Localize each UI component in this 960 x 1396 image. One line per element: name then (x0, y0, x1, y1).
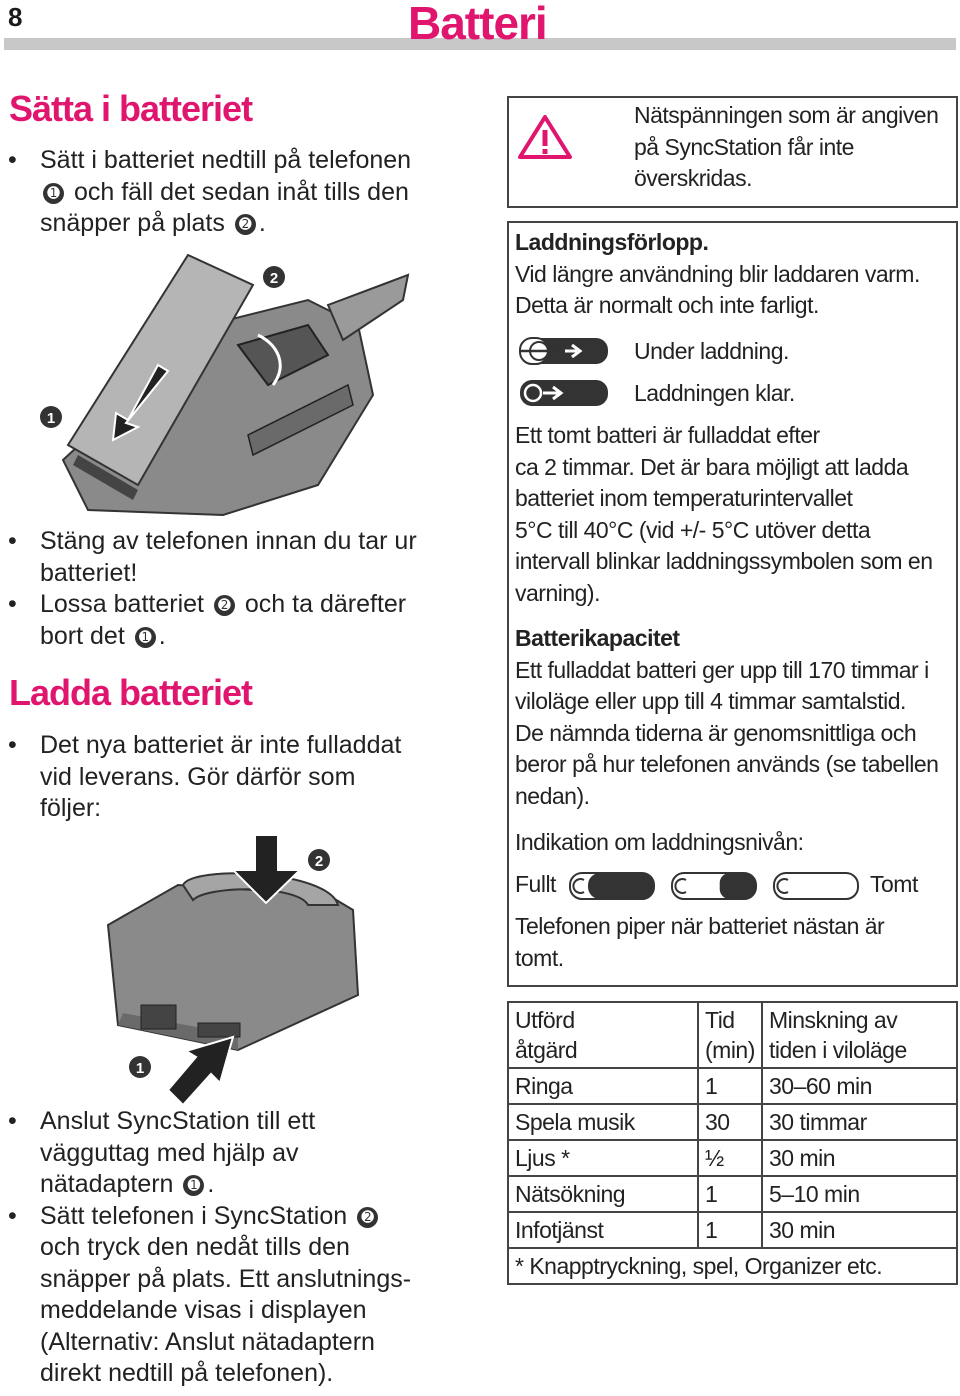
level-empty-label: Tomt (870, 871, 918, 897)
capacity-heading: Batterikapacitet (515, 625, 680, 651)
battery-insert-illustration (8, 245, 478, 530)
battery-level-fill (588, 873, 654, 899)
section-title-charge: Ladda batteriet (9, 672, 253, 713)
battery-level-fill (720, 873, 756, 899)
syncstation-illustration (8, 825, 478, 1105)
table-row: Spela musik 30 30 timmar (508, 1104, 957, 1140)
table-footnote: * Knapptryckning, spel, Organizer etc. (508, 1248, 957, 1284)
charge-bullets-bottom (8, 1106, 463, 1390)
charge-bullets-top (8, 730, 463, 825)
bullet-remove-battery: • Lossa batteriet ➋ och ta därefter bort det ➊ . (8, 589, 463, 652)
charged-state-label: Laddningen klar. (634, 380, 795, 406)
charging-info: Laddningsförlopp. Vid längre användning blir laddaren varm. Detta är normalt och inte farligt. (515, 227, 955, 322)
battery-level-icon (570, 873, 654, 899)
chapter-title: Batteri (408, 0, 547, 49)
table-row: Infotjänst 1 30 min (508, 1212, 957, 1248)
table-row: Nätsökning 1 5–10 min (508, 1176, 957, 1212)
battery-level-indicators (569, 871, 869, 901)
charging-icon (519, 336, 611, 366)
bullet-insert-phone: • Sätt telefonen i SyncStation ➋ och tryck den nedåt tills den snäpper på plats. Ett anslutnings- meddelande visas i displayen (Alternativ: Anslut nätadaptern direkt nedtill på telefonen). (8, 1201, 463, 1390)
svg-text:2: 2 (269, 270, 279, 287)
charging-state-label: Under laddning. (634, 338, 789, 364)
marker-2: ➋ (357, 1207, 378, 1228)
svg-text:1: 1 (46, 410, 56, 427)
battery-level-icon (774, 873, 858, 899)
bullet-connect-adapter: • Anslut SyncStation till ett vägguttag med hjälp av nätadaptern ➊ . (8, 1106, 463, 1201)
charging-heading: Laddningsförlopp. (515, 229, 709, 255)
remove-bullets (8, 526, 463, 652)
battery-level-icon (672, 873, 756, 899)
level-heading: Indikation om laddningsnivån: (515, 829, 804, 855)
svg-text:1: 1 (135, 1060, 145, 1077)
svg-text:2: 2 (314, 853, 324, 870)
table-footnote-row (508, 1248, 957, 1284)
table-header-row (508, 1002, 957, 1068)
beep-text: Telefonen piper när batteriet nästan är tomt. (515, 913, 885, 971)
bullet-insert-battery: • Sätt i batteriet nedtill på telefonen ➊ och fäll det sedan inåt tills den snäpper på plats ➋ . (8, 145, 463, 240)
table-header-action: Utförd åtgärd (508, 1002, 698, 1068)
level-full-label: Fullt (515, 871, 556, 897)
info-box (507, 221, 958, 987)
marker-1: ➊ (183, 1175, 204, 1196)
charge-time-text: Ett tomt batteri är fulladdat efter ca 2 timmar. Det är bara möjligt att ladda batteriet inom temperaturintervallet 5°C till 40°C (vid +/- 5°C utöver detta intervall blinkar laddningssymbolen som en varning). (515, 422, 933, 606)
table-header-time: Tid (min) (698, 1002, 762, 1068)
charged-icon (519, 378, 611, 408)
marker-1: ➊ (43, 183, 64, 204)
warning-box (507, 96, 958, 208)
marker-1: ➊ (135, 627, 156, 648)
page-number: 8 (8, 2, 23, 32)
marker-2: ➋ (235, 214, 256, 235)
table-row: Ljus * ½ 30 min (508, 1140, 957, 1176)
bullet-switch-off: • Stäng av telefonen innan du tar ur batteriet! (8, 526, 463, 589)
table-header-reduction: Minskning av tiden i viloläge (762, 1002, 957, 1068)
section-title-insert: Sätta i batteriet (9, 88, 253, 129)
consumption-table (507, 1001, 958, 1285)
table-row: Ringa 1 30–60 min (508, 1068, 957, 1104)
warning-icon (517, 114, 573, 160)
warning-text: Nätspänningen som är angiven på SyncStation får inte överskridas. (634, 102, 939, 191)
capacity-info: Batterikapacitet Ett fulladdat batteri ger upp till 170 timmar i viloläge eller upp till 4 timmar samtalstid. De nämnda tiderna är genomsnittliga och beror på hur telefonen används (se tabellen nedan). (515, 623, 955, 812)
bullet-not-charged: • Det nya batteriet är inte fulladdat vid leverans. Gör därför som följer: (8, 730, 463, 825)
marker-2: ➋ (214, 595, 235, 616)
insert-bullets (8, 145, 463, 240)
